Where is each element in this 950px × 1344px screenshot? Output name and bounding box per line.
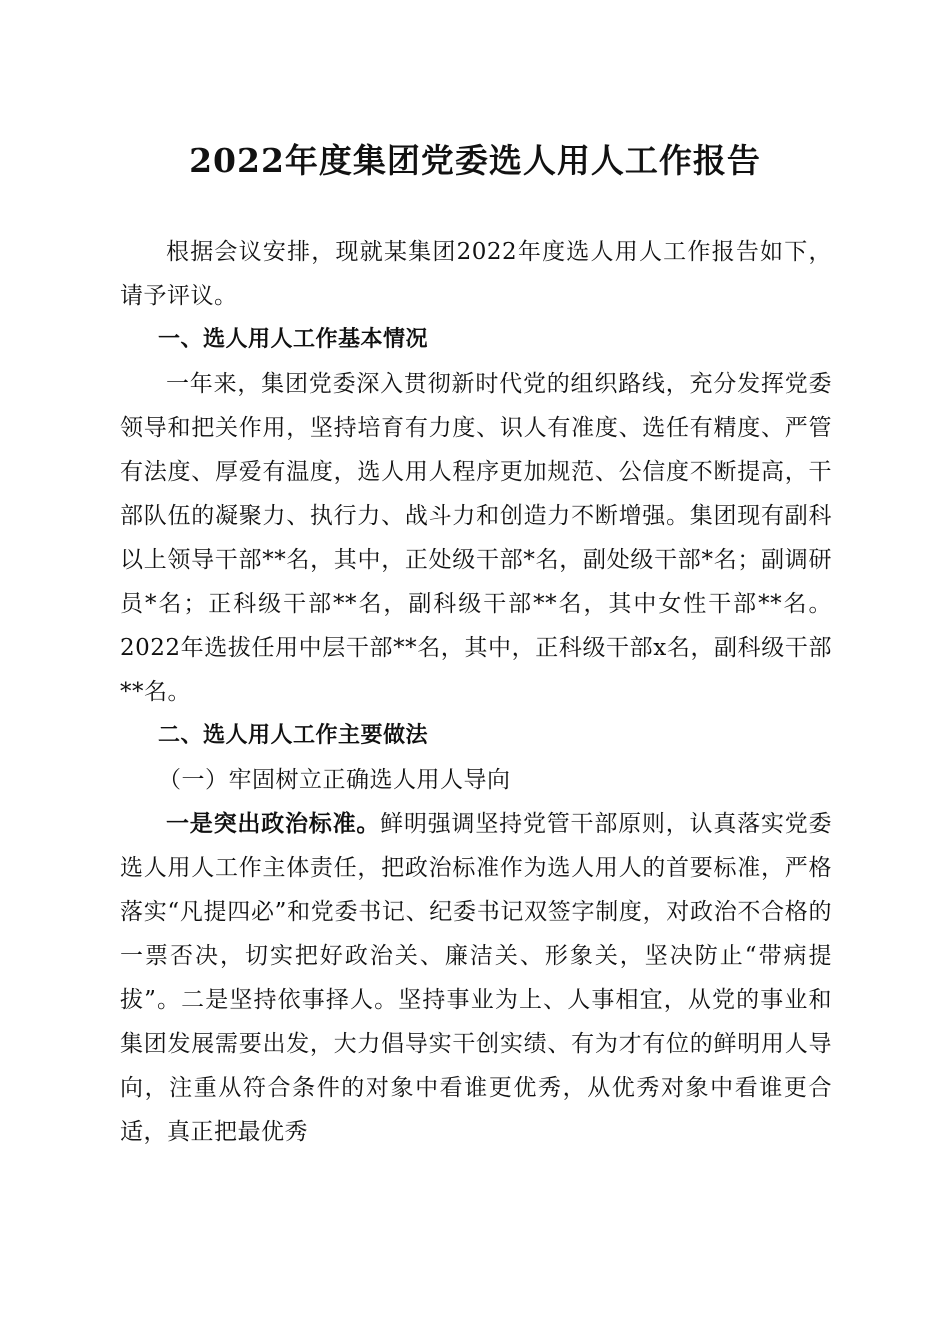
section-2-paragraph-text: 鲜明强调坚持党管干部原则，认真落实党委选人用人工作主体责任，把政治标准作为选人用人的首要标准，严格落实“凡提四必”和党委书记、纪委书记双签字制度，对政治不合格的一票否决，切实把好政治关、廉洁关、形象关，坚决防止“带病提拔”。二是坚持依事择人。坚持事业为上、人事相宜，从党的事业和集团发展需要出发，大力倡导实干创实绩、有为才有位的鲜明用人导向，注重从符合条件的对象中看谁更优秀，从优秀对象中看谁更合适，真正把最优秀 <box>120 811 833 1145</box>
section-1-paragraph: 一年来，集团党委深入贯彻新时代党的组织路线，充分发挥党委领导和把关作用，坚持培育有力度、识人有准度、选任有精度、严管有法度、厚爱有温度，选人用人程序更加规范、公信度不断提高，干部队伍的凝聚力、执行力、战斗力和创造力不断增强。集团现有副科以上领导干部**名，其中，正处级干部*名，副处级干部*名；副调研员*名；正科级干部**名，副科级干部**名，其中女性干部**名。2022年选拔任用中层干部**名，其中，正科级干部x名，副科级干部**名。 <box>120 371 832 705</box>
document-title: 2022年度集团党委选人用人工作报告 <box>189 141 761 180</box>
section-2-subheading: （一）牢固树立正确选人用人导向 <box>158 767 511 793</box>
section-2-lead: 一是突出政治标准。 <box>166 811 381 837</box>
section-2-paragraph <box>120 802 832 1154</box>
intro-paragraph: 根据会议安排，现就某集团2022年度选人用人工作报告如下，请予评议。 <box>120 239 832 309</box>
section-2-heading: 二、选人用人工作主要做法 <box>158 723 429 748</box>
document-body <box>120 230 832 1154</box>
section-1-heading: 一、选人用人工作基本情况 <box>158 327 429 352</box>
